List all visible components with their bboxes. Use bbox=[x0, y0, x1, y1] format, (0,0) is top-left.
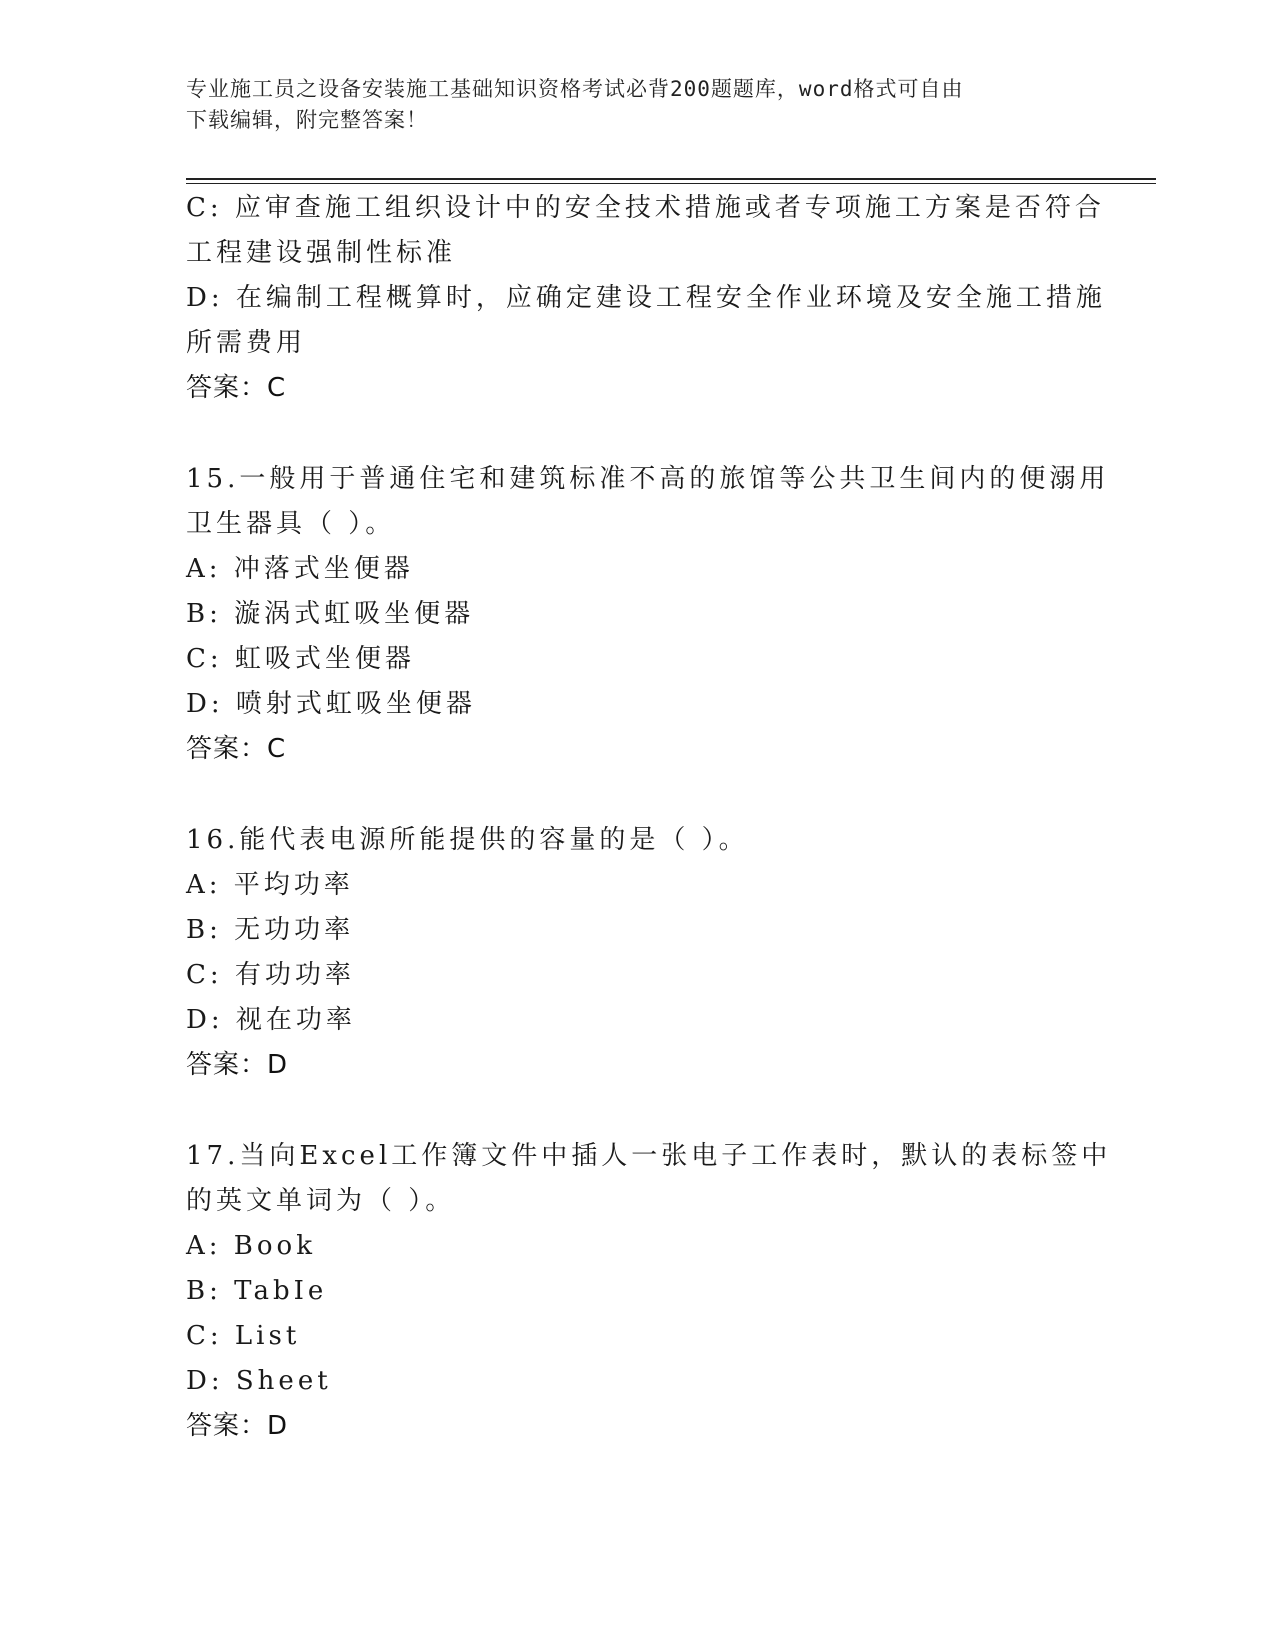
answer-15: 答案：C bbox=[186, 734, 287, 764]
option-d-line-1: D: 在编制工程概算时，应确定建设工程安全作业环境及安全施工措施 bbox=[186, 283, 1106, 313]
option-d: D: 视在功率 bbox=[186, 1005, 356, 1035]
header-divider-thin bbox=[186, 183, 1156, 184]
spacer bbox=[186, 772, 1086, 818]
answer-16: 答案：D bbox=[186, 1050, 289, 1080]
option-b: B: TabIe bbox=[186, 1276, 328, 1306]
option-a: A: 冲落式坐便器 bbox=[186, 554, 414, 584]
option-c-line-2: 工程建设强制性标准 bbox=[186, 238, 457, 268]
option-b: B: 漩涡式虹吸坐便器 bbox=[186, 599, 475, 629]
option-c: C: List bbox=[186, 1321, 301, 1351]
option-d: D: 喷射式虹吸坐便器 bbox=[186, 689, 476, 719]
question-14-tail bbox=[186, 186, 1106, 411]
document-header bbox=[186, 74, 1066, 136]
question-15-stem-line-2: 卫生器具（ ）。 bbox=[186, 509, 396, 539]
spacer bbox=[186, 411, 1086, 457]
header-line-2: 下载编辑，附完整答案！ bbox=[186, 108, 428, 132]
answer-14: 答案：C bbox=[186, 373, 287, 403]
option-a: A: Book bbox=[186, 1231, 316, 1261]
option-d: D: Sheet bbox=[186, 1366, 332, 1396]
option-d-line-2: 所需费用 bbox=[186, 328, 307, 358]
answer-17: 答案：D bbox=[186, 1411, 289, 1441]
question-17-stem-line-2: 的英文单词为（ ）。 bbox=[186, 1186, 456, 1216]
header-divider-thick bbox=[186, 178, 1156, 180]
option-c: C: 虹吸式坐便器 bbox=[186, 644, 415, 674]
question-list bbox=[186, 186, 1112, 1449]
question-15 bbox=[186, 457, 1110, 772]
option-b: B: 无功功率 bbox=[186, 915, 355, 945]
question-16-stem: 16.能代表电源所能提供的容量的是（ ）。 bbox=[186, 825, 749, 855]
option-c: C: 有功功率 bbox=[186, 960, 355, 990]
question-16 bbox=[186, 818, 1086, 1088]
question-17 bbox=[186, 1134, 1112, 1449]
question-17-stem-line-1: 17.当向Excel工作簿文件中插人一张电子工作表时，默认的表标签中 bbox=[186, 1141, 1112, 1171]
header-line-1: 专业施工员之设备安装施工基础知识资格考试必背200题题库，word格式可自由 bbox=[186, 77, 964, 101]
option-c-line-1: C: 应审查施工组织设计中的安全技术措施或者专项施工方案是否符合 bbox=[186, 193, 1105, 223]
question-15-stem-line-1: 15.一般用于普通住宅和建筑标准不高的旅馆等公共卫生间内的便溺用 bbox=[186, 464, 1110, 494]
option-a: A: 平均功率 bbox=[186, 870, 354, 900]
spacer bbox=[186, 1088, 1086, 1134]
